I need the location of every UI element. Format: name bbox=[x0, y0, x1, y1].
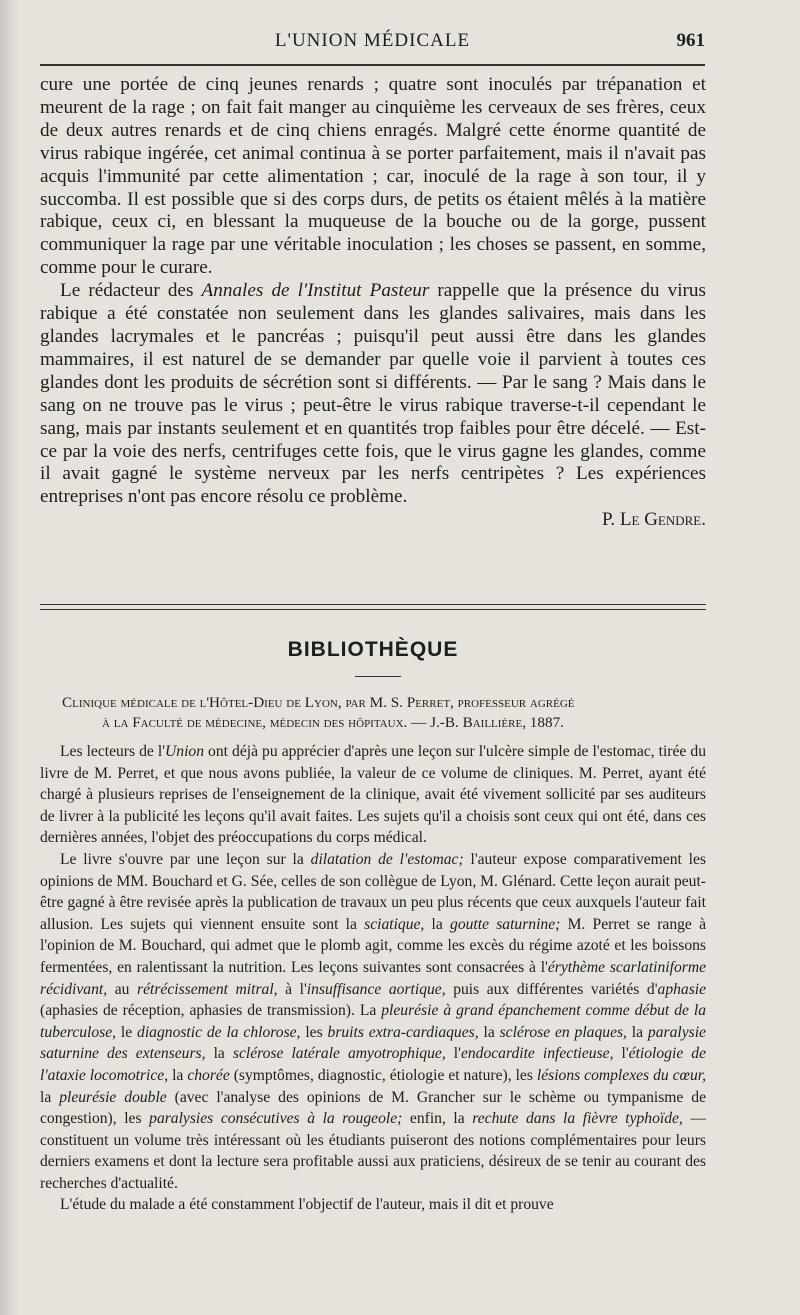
section-title: BIBLIOTHÈQUE bbox=[287, 638, 459, 661]
paragraph-text: (aphasies de réception, aphasies de transmission). La bbox=[40, 1002, 382, 1020]
topic: paralysie saturnine des extenseurs, bbox=[40, 1023, 706, 1063]
reference-line-2: à la Faculté de médecine, médecin des hôpitaux. — J.-B. Baillière, 1887. bbox=[102, 714, 564, 731]
book-review bbox=[40, 741, 706, 1216]
review-paragraph-1 bbox=[40, 741, 706, 849]
author-signature: P. Le Gendre. bbox=[601, 509, 706, 531]
paragraph-text: Les lecteurs de l' bbox=[60, 743, 166, 760]
journal-title: Annales de l'Institut Pasteur bbox=[201, 280, 430, 302]
paragraph-text: la bbox=[40, 1088, 60, 1106]
review-paragraph-2 bbox=[40, 849, 706, 1195]
article-paragraph-2 bbox=[40, 280, 706, 509]
paragraph-text: la bbox=[205, 1045, 233, 1063]
header-rule bbox=[40, 64, 705, 66]
paragraph-text: enfin, la bbox=[402, 1110, 473, 1128]
paragraph-text: rappelle que la présence du virus rabique a été constatée non seulement dans les glandes salivaires, mais dans les glandes lacrymales et le pancréas ; puisqu'il peut aussi être dans les glandes mammaires, il est naturel de se demander par quelle voie il parvient à toutes ces glandes dont les produits de sécrétion sont si différents. — Par le sang ? Mais dans le sang on ne trouve pas le virus ; peut-être le virus rabique traverse-t-il cependant le sang, mais par instants seulement et en quantités trop faibles pour être décelé. — Est-ce par la voie des nerfs, centrifuges cette fois, que le virus gagne les glandes, comme il avait gagné le système nerveux par les nerfs centripètes ? Les expériences entreprises n'ont pas encore résolu ce problème. bbox=[40, 280, 706, 508]
paragraph-text: les bbox=[300, 1023, 328, 1041]
paragraph-text: (avec l'analyse des opinions de M. Grancher sur le schème ou tympanisme de congestion), les bbox=[40, 1088, 707, 1128]
topic: sclérose en plaques, bbox=[499, 1023, 627, 1041]
page-number: 961 bbox=[676, 30, 705, 51]
paragraph-text: Le livre s'ouvre par une leçon sur la bbox=[60, 850, 311, 868]
topic: dilatation de l'estomac; bbox=[310, 850, 464, 868]
topic: diagnostic de la chlorose, bbox=[137, 1023, 301, 1041]
topic: rétrécissement mitral, bbox=[137, 980, 278, 998]
paragraph-text: la bbox=[424, 915, 451, 933]
topic: paralysies consécutives à la rougeole; bbox=[149, 1110, 403, 1128]
title-underline bbox=[355, 676, 401, 677]
topic: sciatique, bbox=[364, 915, 425, 933]
paragraph-text: le bbox=[116, 1023, 138, 1041]
paragraph-text: la bbox=[478, 1023, 500, 1041]
topic: pleurésie à grand épanchement comme début de la tuberculose, bbox=[40, 1002, 706, 1041]
topic: érythème scarlatiniforme récidivant, bbox=[40, 958, 706, 998]
book-reference bbox=[62, 693, 706, 733]
topic: endocardite infectieuse, bbox=[460, 1045, 614, 1063]
paragraph-text: — constituent un volume très intéressant où les étudiants puiseront des notions complémentaires pour leurs derniers examens et dont la lecture sera profitable aussi aux praticiens, désireux de se tenir au courant des recherches d'actualité. bbox=[40, 1110, 707, 1192]
running-title: L'UNION MÉDICALE bbox=[274, 30, 471, 51]
topic: aphasie bbox=[657, 980, 707, 998]
topic: insuffisance aortique, bbox=[306, 980, 446, 998]
topic: lésions complexes du cœur, bbox=[536, 1066, 706, 1084]
paragraph-text: au bbox=[107, 980, 138, 998]
article-paragraph-1: cure une portée de cinq jeunes renards ; quatre sont inoculés par trépanation et meurent de la rage ; on fait fait manger au cinquième les cerveaux de ses frères, ceux de deux autres renards et de cinq chiens enragés. Malgré cette énorme quantité de virus rabique ingérée, cet animal continua à se porter parfaitement, mais il n'avait pas acquis l'immunité par cette alimentation ; car, inoculé de la rage à son tour, il y succomba. Il est possible que si des corps durs, de petits os étaient mêlés à la matière rabique, ceux ci, en blessant la muqueuse de la bouche ou de la gorge, pussent communiquer la rage par une véritable inoculation ; les choses se passent, en somme, comme pour le curare. bbox=[40, 74, 706, 279]
paragraph-text: l' bbox=[445, 1045, 461, 1063]
topic: étiologie de l'ataxie locomotrice, bbox=[40, 1045, 706, 1084]
review-paragraph-3: L'étude du malade a été constamment l'objectif de l'auteur, mais il dit et prouve bbox=[60, 1196, 554, 1214]
topic: pleurésie double bbox=[59, 1088, 167, 1106]
section-divider bbox=[40, 604, 706, 610]
topic: chorée bbox=[187, 1066, 230, 1084]
article-continuation bbox=[40, 74, 706, 532]
topic: rechute dans la fièvre typhoïde, bbox=[472, 1110, 683, 1128]
paragraph-text: (symptômes, diagnostic, étiologie et nature), les bbox=[229, 1066, 537, 1084]
paragraph-text: la bbox=[168, 1066, 188, 1084]
paragraph-text: la bbox=[626, 1023, 648, 1041]
journal-name: Union bbox=[165, 743, 204, 760]
paragraph-text: à l' bbox=[277, 980, 307, 998]
paragraph-text: ont déjà pu apprécier d'après une leçon sur l'ulcère simple de l'estomac, tirée du livre de M. Perret, et que nous avons publiée, la valeur de ce volume de cliniques. M. Perret, ayant été chargé à plusieurs reprises de l'enseignement de la clinique, avait été vivement sollicité par ses auditeurs de livrer à la publicité les leçons qu'il avait faites. Les sujets qu'il a choisis sont ceux qui ont été, dans ces dernières années, l'objet des préoccupations du corps médical. bbox=[40, 743, 706, 847]
topic: goutte saturnine; bbox=[450, 915, 561, 933]
paragraph-text: M. Perret se range à l'opinion de M. Bouchard, qui admet que le plomb agit, comme les excès du régime azoté et les boissons fermentées, en ralentissant la nutrition. Les leçons suivantes sont consacrées à l' bbox=[40, 915, 706, 976]
page-header bbox=[40, 30, 705, 62]
paragraph-text: l' bbox=[613, 1045, 629, 1063]
paragraph-text: l'auteur expose comparativement les opinions de MM. Bouchard et G. Sée, celles de son collègue de Lyon, M. Glénard. Cette leçon aurait peut-être gagné à être revisée après la publication de travaux un peu plus récents que ceux auxquels l'auteur fait allusion. Les sujets qui viennent ensuite sont la bbox=[40, 850, 706, 933]
reference-line-1: Clinique médicale de l'Hôtel-Dieu de Lyon, par M. S. Perret, professeur agrégé bbox=[62, 694, 575, 711]
topic: bruits extra-cardiaques, bbox=[327, 1023, 479, 1041]
topic: sclérose latérale amyotrophique, bbox=[232, 1045, 446, 1063]
paragraph-text: puis aux différentes variétés d' bbox=[445, 980, 658, 998]
paragraph-text: Le rédacteur des bbox=[60, 280, 202, 302]
